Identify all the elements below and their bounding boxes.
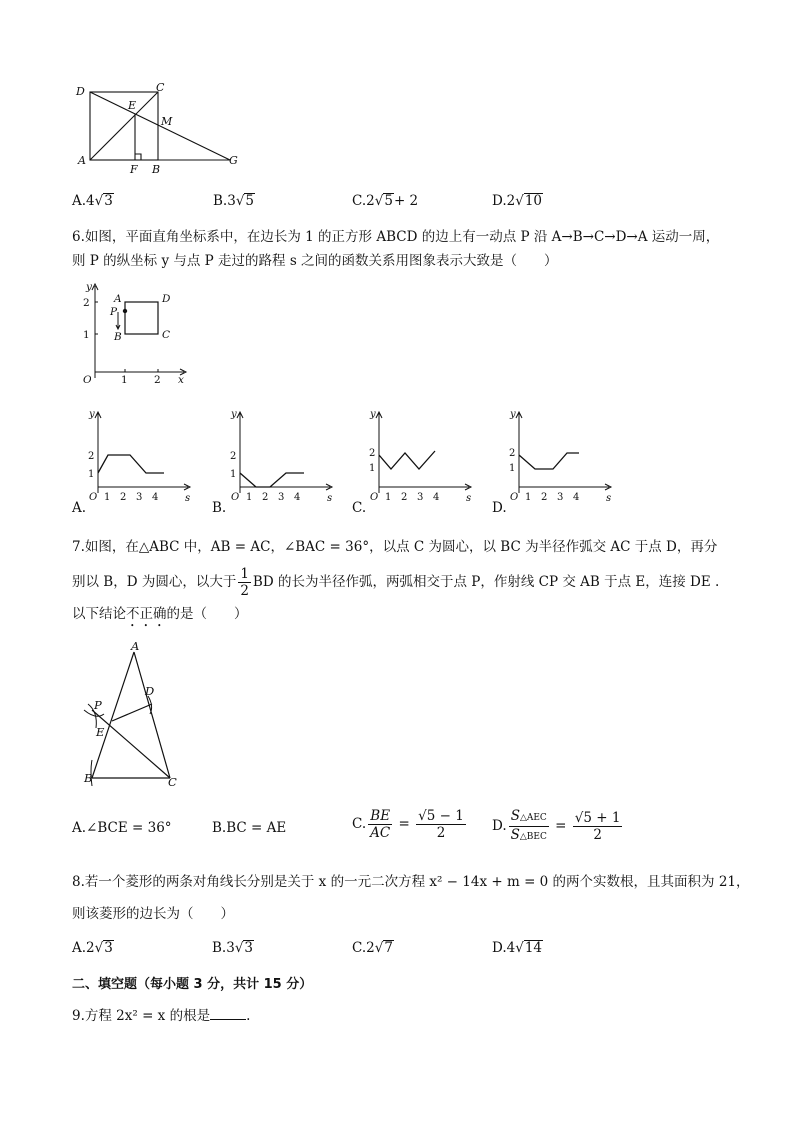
q7-label-E: E xyxy=(96,725,105,739)
q6-stem-line2: 则 P 的纵坐标 y 与点 P 走过的路程 s 之间的函数关系用图象表示大致是（ ） xyxy=(72,253,558,269)
q6-graph-d-tx1: 1 xyxy=(525,492,532,503)
q6-graph-c-o: O xyxy=(370,492,379,503)
q8-option-c[interactable]: C.2√7 xyxy=(352,940,393,956)
q6-main-graph xyxy=(74,280,194,390)
q7-figure xyxy=(74,640,194,790)
q6-main-tick-y2: 2 xyxy=(83,297,90,309)
q5-option-b[interactable]: B.3√5 xyxy=(213,193,255,209)
q6-graph-d-y: y xyxy=(510,409,516,420)
q6-main-label-P: P xyxy=(110,306,118,318)
q5-label-C: C xyxy=(156,82,165,94)
q7-option-a[interactable]: A.∠BCE = 36° xyxy=(72,820,172,836)
q6-graph-d-o: O xyxy=(510,492,519,503)
q6-graph-b-o: O xyxy=(231,492,240,503)
q6-graph-c-tx4: 4 xyxy=(433,492,440,503)
q7-label-D: D xyxy=(145,684,155,698)
q7-line2-a: 别以 B，D 为圆心，以大于 xyxy=(72,574,237,590)
q7-emphasis-not-correct: 不正确 xyxy=(126,606,167,622)
q6-graph-d-tx3: 3 xyxy=(557,492,564,503)
q6-graph-c[interactable] xyxy=(367,407,477,505)
q8-option-b[interactable]: B.3√3 xyxy=(212,940,254,956)
q5-option-a[interactable]: A.4√3 xyxy=(72,193,113,209)
section-title-fill-blank: 二、填空题（每小题 3 分，共计 15 分） xyxy=(72,977,313,992)
q6-graph-b[interactable] xyxy=(228,407,338,505)
q6-graph-c-ty2: 2 xyxy=(369,448,376,459)
q6-graph-c-y: y xyxy=(370,409,376,420)
q7-stem-line2 xyxy=(72,566,719,599)
q5-label-B: B xyxy=(152,163,161,176)
q6-option-c[interactable]: C. xyxy=(352,500,367,516)
q5-label-G: G xyxy=(229,154,238,167)
q6-main-label-C: C xyxy=(162,329,171,341)
q6-main-tick-x1: 1 xyxy=(121,374,128,386)
q5-label-M: M xyxy=(161,115,173,128)
q5-label-F: F xyxy=(130,163,138,176)
q6-main-label-A: A xyxy=(114,293,122,305)
q7-label-C: C xyxy=(168,775,177,789)
q6-graph-a-ty1: 1 xyxy=(88,469,95,480)
q6-graph-a-ty2: 2 xyxy=(88,451,95,462)
q6-graph-b-tx2: 2 xyxy=(262,492,269,503)
q6-graph-a-tx4: 4 xyxy=(152,492,159,503)
q6-graph-a-y: y xyxy=(89,409,95,420)
q6-main-label-D: D xyxy=(162,293,171,305)
q5-option-d[interactable]: D.2√10 xyxy=(492,193,543,209)
q8-stem-line1: 8.若一个菱形的两条对角线长分别是关于 x 的一元二次方程 x² − 14x + m = 0 的两个实数根，且其面积为 21， xyxy=(72,874,750,890)
q5-label-D: D xyxy=(76,85,85,98)
q6-graph-a-tx2: 2 xyxy=(120,492,127,503)
q6-main-tick-x2: 2 xyxy=(154,374,161,386)
q6-graph-b-y: y xyxy=(231,409,237,420)
q7-label-B: B xyxy=(84,771,93,785)
q6-main-label-B: B xyxy=(114,331,122,343)
q6-graph-c-tx3: 3 xyxy=(417,492,424,503)
q6-option-d[interactable]: D. xyxy=(492,500,507,516)
q7-line2-b: BD 的长为半径作弧，两弧相交于点 P，作射线 CP 交 AB 于点 E，连接 DE . xyxy=(252,574,720,590)
q6-graph-b-s: s xyxy=(327,493,333,504)
q7-option-d[interactable]: D. $\frac{\text{S△AEC}}{\text{S△BEC}}$ = $\frac{√5 + 1}{2}$ xyxy=(492,808,621,843)
q6-graph-b-tx1: 1 xyxy=(246,492,253,503)
q6-main-o: O xyxy=(83,374,92,386)
q5-label-A: A xyxy=(78,154,86,167)
q6-graph-d-s: s xyxy=(606,493,612,504)
q7-stem-line3: 以下结论不正确的是（ ） xyxy=(72,606,248,622)
q7-label-A: A xyxy=(131,640,140,653)
q7-option-c[interactable]: C. $\frac{BE}{AC}$ = $\frac{√5 - 1}{2}$ xyxy=(352,808,464,841)
q7-stem-line1: 7.如图，在△ABC 中，AB = AC，∠BAC = 36°，以点 C 为圆心，以 BC 为半径作弧交 AC 于点 D，再分 xyxy=(72,539,718,555)
q7-label-P: P xyxy=(94,698,102,712)
q6-main-x: x xyxy=(178,374,184,386)
q6-graph-b-ty2: 2 xyxy=(230,451,237,462)
q6-main-y: y xyxy=(86,281,92,293)
q6-graph-d-ty2: 2 xyxy=(509,448,516,459)
q9-text: 9.方程 2x² = x 的根是 xyxy=(72,1008,211,1024)
q7-option-b[interactable]: B.BC = AE xyxy=(212,820,287,836)
q6-graph-c-tx1: 1 xyxy=(385,492,392,503)
q8-option-d[interactable]: D.4√14 xyxy=(492,940,543,956)
q6-graph-a-s: s xyxy=(185,493,191,504)
q6-graph-c-tx2: 2 xyxy=(401,492,408,503)
q6-graph-d-tx4: 4 xyxy=(573,492,580,503)
q6-main-tick-y1: 1 xyxy=(83,329,90,341)
q6-option-b[interactable]: B. xyxy=(212,500,227,516)
q6-graph-d-tx2: 2 xyxy=(541,492,548,503)
q5-option-c[interactable]: C.2√5+ 2 xyxy=(352,193,419,209)
q7-half-fraction: $\frac{1}{2}$ xyxy=(240,566,249,599)
q6-graph-d[interactable] xyxy=(507,407,617,505)
q6-graph-b-tx3: 3 xyxy=(278,492,285,503)
q6-graph-a-tx3: 3 xyxy=(136,492,143,503)
q6-graph-a[interactable] xyxy=(86,407,196,505)
q6-graph-b-tx4: 4 xyxy=(294,492,301,503)
q6-graph-a-tx1: 1 xyxy=(104,492,111,503)
q6-graph-b-ty1: 1 xyxy=(230,469,237,480)
q9-answer-blank[interactable] xyxy=(210,1005,246,1020)
q8-stem-line2: 则该菱形的边长为（ ） xyxy=(72,906,234,922)
q8-option-a[interactable]: A.2√3 xyxy=(72,940,113,956)
q6-graph-d-ty1: 1 xyxy=(509,463,516,474)
q5-figure xyxy=(70,82,250,177)
q6-stem-line1: 6.如图，平面直角坐标系中，在边长为 1 的正方形 ABCD 的边上有一动点 P 沿 A→B→C→D→A 运动一周， xyxy=(72,229,720,245)
q5-label-E: E xyxy=(128,99,137,112)
q6-graph-a-o: O xyxy=(89,492,98,503)
q6-option-a[interactable]: A. xyxy=(72,500,87,516)
q6-graph-c-s: s xyxy=(466,493,472,504)
q9-stem: 9.方程 2x² = x 的根是 . xyxy=(72,1005,250,1026)
q6-graph-c-ty1: 1 xyxy=(369,463,376,474)
